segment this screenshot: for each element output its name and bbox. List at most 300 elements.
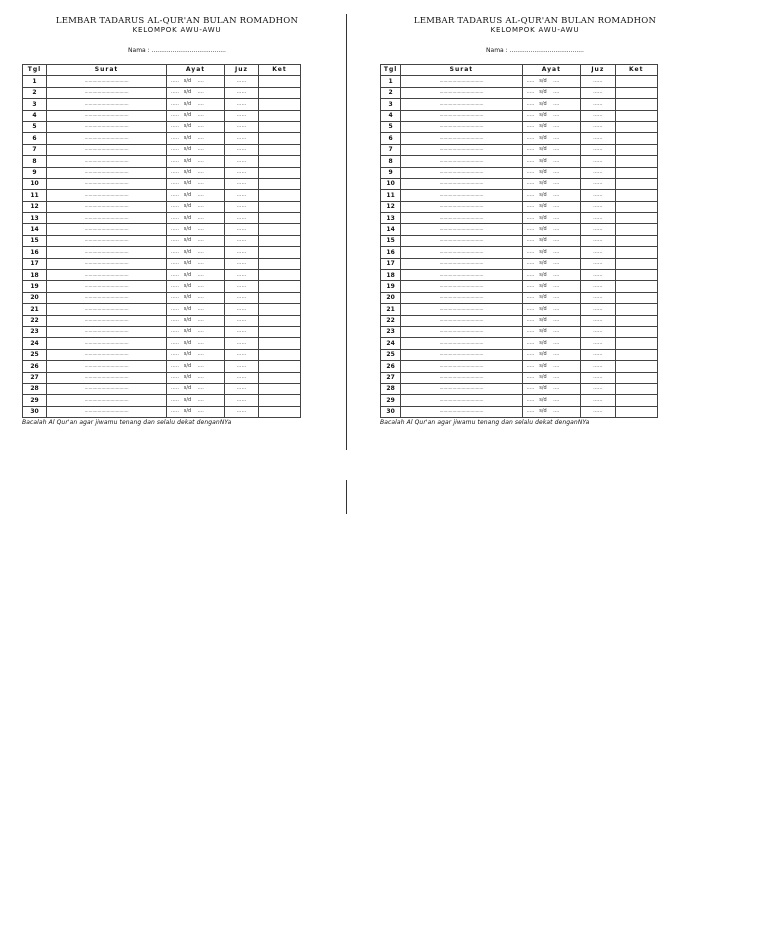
ket-cell[interactable] bbox=[615, 201, 657, 212]
tgl-cell: 29 bbox=[23, 395, 47, 406]
surat-cell[interactable]: .................................. bbox=[47, 338, 167, 349]
juz-cell[interactable]: ...... bbox=[581, 406, 615, 417]
table-row bbox=[23, 281, 301, 292]
tgl-cell: 27 bbox=[381, 372, 401, 383]
ket-cell[interactable] bbox=[259, 247, 301, 258]
tgl-cell: 7 bbox=[381, 144, 401, 155]
surat-cell[interactable]: .................................. bbox=[401, 144, 522, 155]
ayat-cell[interactable]: ..... s/d .... bbox=[167, 383, 225, 394]
juz-cell[interactable]: ...... bbox=[581, 178, 615, 189]
ket-cell[interactable] bbox=[615, 372, 657, 383]
ket-cell[interactable] bbox=[615, 338, 657, 349]
tgl-cell: 30 bbox=[23, 406, 47, 417]
ket-cell[interactable] bbox=[615, 292, 657, 303]
juz-cell[interactable]: ...... bbox=[581, 281, 615, 292]
surat-cell[interactable]: .................................. bbox=[401, 190, 522, 201]
ayat-cell[interactable]: ..... s/d .... bbox=[167, 270, 225, 281]
ayat-cell[interactable]: ..... s/d .... bbox=[167, 406, 225, 417]
ket-cell[interactable] bbox=[615, 258, 657, 269]
ayat-cell[interactable]: ..... s/d .... bbox=[522, 315, 581, 326]
surat-cell[interactable]: .................................. bbox=[401, 281, 522, 292]
juz-cell[interactable]: ...... bbox=[225, 270, 259, 281]
name-field[interactable]: Nama : ....................................... bbox=[128, 47, 226, 54]
ket-cell[interactable] bbox=[259, 213, 301, 224]
table-row bbox=[381, 338, 658, 349]
surat-cell[interactable]: .................................. bbox=[401, 372, 522, 383]
surat-cell[interactable]: .................................. bbox=[401, 121, 522, 132]
tgl-cell: 15 bbox=[23, 235, 47, 246]
surat-cell[interactable]: .................................. bbox=[47, 395, 167, 406]
ket-cell[interactable] bbox=[259, 304, 301, 315]
ket-cell[interactable] bbox=[259, 110, 301, 121]
ket-cell[interactable] bbox=[259, 383, 301, 394]
juz-cell[interactable]: ...... bbox=[581, 326, 615, 337]
table-row bbox=[381, 270, 658, 281]
ket-cell[interactable] bbox=[259, 224, 301, 235]
juz-cell[interactable]: ...... bbox=[225, 349, 259, 360]
surat-cell[interactable]: .................................. bbox=[401, 383, 522, 394]
column-header-juz: Juz bbox=[581, 65, 615, 76]
ayat-cell[interactable]: ..... s/d .... bbox=[522, 281, 581, 292]
table-row bbox=[23, 190, 301, 201]
surat-cell[interactable]: .................................. bbox=[47, 190, 167, 201]
juz-cell[interactable]: ...... bbox=[581, 213, 615, 224]
surat-cell[interactable]: .................................. bbox=[401, 406, 522, 417]
surat-cell[interactable]: .................................. bbox=[47, 144, 167, 155]
table-row bbox=[381, 349, 658, 360]
table-row bbox=[381, 133, 658, 144]
surat-cell[interactable]: .................................. bbox=[401, 178, 522, 189]
surat-cell[interactable]: .................................. bbox=[47, 406, 167, 417]
ket-cell[interactable] bbox=[615, 395, 657, 406]
ket-cell[interactable] bbox=[259, 395, 301, 406]
ayat-cell[interactable]: ..... s/d .... bbox=[522, 349, 581, 360]
table-row bbox=[381, 110, 658, 121]
ket-cell[interactable] bbox=[259, 178, 301, 189]
ayat-cell[interactable]: ..... s/d .... bbox=[522, 406, 581, 417]
surat-cell[interactable]: .................................. bbox=[47, 258, 167, 269]
name-field[interactable]: Nama : ....................................... bbox=[486, 47, 584, 54]
table-row bbox=[381, 121, 658, 132]
tgl-cell: 28 bbox=[23, 383, 47, 394]
ayat-cell[interactable]: ..... s/d .... bbox=[167, 167, 225, 178]
ayat-cell[interactable]: ..... s/d .... bbox=[167, 235, 225, 246]
surat-cell[interactable]: .................................. bbox=[401, 224, 522, 235]
ket-cell[interactable] bbox=[615, 383, 657, 394]
table-row bbox=[381, 224, 658, 235]
tgl-cell: 27 bbox=[23, 372, 47, 383]
juz-cell[interactable]: ...... bbox=[581, 110, 615, 121]
juz-cell[interactable]: ...... bbox=[581, 247, 615, 258]
ayat-cell[interactable]: ..... s/d .... bbox=[522, 326, 581, 337]
ket-cell[interactable] bbox=[615, 361, 657, 372]
surat-cell[interactable]: .................................. bbox=[401, 87, 522, 98]
juz-cell[interactable]: ...... bbox=[581, 133, 615, 144]
tgl-cell: 20 bbox=[23, 292, 47, 303]
ayat-cell[interactable]: ..... s/d .... bbox=[522, 144, 581, 155]
table-row bbox=[381, 326, 658, 337]
ket-cell[interactable] bbox=[259, 349, 301, 360]
ayat-cell[interactable]: ..... s/d .... bbox=[167, 372, 225, 383]
tgl-cell: 12 bbox=[381, 201, 401, 212]
ket-cell[interactable] bbox=[259, 133, 301, 144]
tgl-cell: 26 bbox=[381, 361, 401, 372]
surat-cell[interactable]: .................................. bbox=[401, 235, 522, 246]
ayat-cell[interactable]: ..... s/d .... bbox=[167, 315, 225, 326]
ket-cell[interactable] bbox=[259, 235, 301, 246]
table-row bbox=[381, 281, 658, 292]
juz-cell[interactable]: ...... bbox=[225, 292, 259, 303]
ayat-cell[interactable]: ..... s/d .... bbox=[167, 76, 225, 87]
juz-cell[interactable]: ...... bbox=[225, 247, 259, 258]
surat-cell[interactable]: .................................. bbox=[47, 167, 167, 178]
juz-cell[interactable]: ...... bbox=[581, 99, 615, 110]
tgl-cell: 16 bbox=[381, 247, 401, 258]
juz-cell[interactable]: ...... bbox=[225, 201, 259, 212]
ket-cell[interactable] bbox=[615, 349, 657, 360]
juz-cell[interactable]: ...... bbox=[581, 201, 615, 212]
juz-cell[interactable]: ...... bbox=[581, 361, 615, 372]
table-header-row bbox=[381, 65, 658, 76]
ayat-cell[interactable]: ..... s/d .... bbox=[522, 338, 581, 349]
ket-cell[interactable] bbox=[259, 190, 301, 201]
juz-cell[interactable]: ...... bbox=[225, 315, 259, 326]
surat-cell[interactable]: .................................. bbox=[401, 258, 522, 269]
ayat-cell[interactable]: ..... s/d .... bbox=[167, 110, 225, 121]
surat-cell[interactable]: .................................. bbox=[401, 156, 522, 167]
juz-cell[interactable]: ...... bbox=[225, 99, 259, 110]
column-header-tgl: Tgl bbox=[381, 65, 401, 76]
table-row bbox=[23, 338, 301, 349]
ket-cell[interactable] bbox=[615, 121, 657, 132]
ket-cell[interactable] bbox=[615, 247, 657, 258]
juz-cell[interactable]: ...... bbox=[225, 372, 259, 383]
juz-cell[interactable]: ...... bbox=[581, 292, 615, 303]
surat-cell[interactable]: .................................. bbox=[47, 326, 167, 337]
surat-cell[interactable]: .................................. bbox=[401, 213, 522, 224]
juz-cell[interactable]: ...... bbox=[581, 235, 615, 246]
surat-cell[interactable]: .................................. bbox=[47, 235, 167, 246]
ayat-cell[interactable]: ..... s/d .... bbox=[522, 213, 581, 224]
ayat-cell[interactable]: ..... s/d .... bbox=[167, 361, 225, 372]
surat-cell[interactable]: .................................. bbox=[47, 372, 167, 383]
juz-cell[interactable]: ...... bbox=[581, 167, 615, 178]
ayat-cell[interactable]: ..... s/d .... bbox=[167, 224, 225, 235]
ayat-cell[interactable]: ..... s/d .... bbox=[522, 258, 581, 269]
ket-cell[interactable] bbox=[259, 372, 301, 383]
ayat-cell[interactable]: ..... s/d .... bbox=[522, 178, 581, 189]
ayat-cell[interactable]: ..... s/d .... bbox=[167, 144, 225, 155]
table-row bbox=[381, 99, 658, 110]
ket-cell[interactable] bbox=[259, 326, 301, 337]
table-row bbox=[381, 87, 658, 98]
ayat-cell[interactable]: ..... s/d .... bbox=[167, 292, 225, 303]
tgl-cell: 18 bbox=[23, 270, 47, 281]
table-row bbox=[23, 156, 301, 167]
ayat-cell[interactable]: ..... s/d .... bbox=[167, 156, 225, 167]
tgl-cell: 20 bbox=[381, 292, 401, 303]
ket-cell[interactable] bbox=[615, 315, 657, 326]
surat-cell[interactable]: .................................. bbox=[47, 361, 167, 372]
ayat-cell[interactable]: ..... s/d .... bbox=[167, 326, 225, 337]
juz-cell[interactable]: ...... bbox=[581, 87, 615, 98]
ket-cell[interactable] bbox=[615, 235, 657, 246]
tgl-cell: 4 bbox=[23, 110, 47, 121]
tgl-cell: 5 bbox=[381, 121, 401, 132]
ket-cell[interactable] bbox=[615, 281, 657, 292]
surat-cell[interactable]: .................................. bbox=[47, 349, 167, 360]
surat-cell[interactable]: .................................. bbox=[47, 121, 167, 132]
juz-cell[interactable]: ...... bbox=[225, 406, 259, 417]
juz-cell[interactable]: ...... bbox=[225, 304, 259, 315]
tgl-cell: 8 bbox=[23, 156, 47, 167]
ket-cell[interactable] bbox=[259, 281, 301, 292]
table-row bbox=[381, 372, 658, 383]
ayat-cell[interactable]: ..... s/d .... bbox=[522, 121, 581, 132]
ayat-cell[interactable]: ..... s/d .... bbox=[167, 349, 225, 360]
juz-cell[interactable]: ...... bbox=[225, 224, 259, 235]
ayat-cell[interactable]: ..... s/d .... bbox=[522, 76, 581, 87]
ket-cell[interactable] bbox=[259, 144, 301, 155]
juz-cell[interactable]: ...... bbox=[581, 304, 615, 315]
surat-cell[interactable]: .................................. bbox=[47, 178, 167, 189]
juz-cell[interactable]: ...... bbox=[581, 156, 615, 167]
surat-cell[interactable]: .................................. bbox=[47, 213, 167, 224]
juz-cell[interactable]: ...... bbox=[225, 213, 259, 224]
ket-cell[interactable] bbox=[615, 213, 657, 224]
table-row bbox=[23, 213, 301, 224]
surat-cell[interactable]: .................................. bbox=[401, 292, 522, 303]
juz-cell[interactable]: ...... bbox=[225, 121, 259, 132]
ket-cell[interactable] bbox=[615, 76, 657, 87]
surat-cell[interactable]: .................................. bbox=[401, 99, 522, 110]
ket-cell[interactable] bbox=[259, 258, 301, 269]
table-row bbox=[23, 395, 301, 406]
ayat-cell[interactable]: ..... s/d .... bbox=[167, 201, 225, 212]
juz-cell[interactable]: ...... bbox=[225, 281, 259, 292]
juz-cell[interactable]: ...... bbox=[225, 395, 259, 406]
ket-cell[interactable] bbox=[259, 167, 301, 178]
juz-cell[interactable]: ...... bbox=[581, 121, 615, 132]
ket-cell[interactable] bbox=[615, 224, 657, 235]
ket-cell[interactable] bbox=[259, 121, 301, 132]
table-row bbox=[381, 258, 658, 269]
surat-cell[interactable]: .................................. bbox=[47, 281, 167, 292]
juz-cell[interactable]: ...... bbox=[581, 349, 615, 360]
juz-cell[interactable]: ...... bbox=[225, 87, 259, 98]
ayat-cell[interactable]: ..... s/d .... bbox=[167, 190, 225, 201]
tgl-cell: 6 bbox=[23, 133, 47, 144]
ayat-cell[interactable]: ..... s/d .... bbox=[167, 281, 225, 292]
surat-cell[interactable]: .................................. bbox=[47, 315, 167, 326]
tgl-cell: 9 bbox=[23, 167, 47, 178]
ayat-cell[interactable]: ..... s/d .... bbox=[167, 87, 225, 98]
ket-cell[interactable] bbox=[615, 167, 657, 178]
table-row bbox=[381, 292, 658, 303]
ayat-cell[interactable]: ..... s/d .... bbox=[167, 304, 225, 315]
ayat-cell[interactable]: ..... s/d .... bbox=[522, 133, 581, 144]
table-row bbox=[23, 292, 301, 303]
table-row bbox=[381, 304, 658, 315]
surat-cell[interactable]: .................................. bbox=[47, 304, 167, 315]
ayat-cell[interactable]: ..... s/d .... bbox=[167, 213, 225, 224]
surat-cell[interactable]: .................................. bbox=[47, 383, 167, 394]
tadarus-sheet-right bbox=[380, 0, 690, 426]
juz-cell[interactable]: ...... bbox=[581, 395, 615, 406]
ayat-cell[interactable]: ..... s/d .... bbox=[522, 201, 581, 212]
ayat-cell[interactable]: ..... s/d .... bbox=[522, 372, 581, 383]
ayat-cell[interactable]: ..... s/d .... bbox=[522, 235, 581, 246]
juz-cell[interactable]: ...... bbox=[225, 156, 259, 167]
juz-cell[interactable]: ...... bbox=[225, 338, 259, 349]
ket-cell[interactable] bbox=[259, 292, 301, 303]
juz-cell[interactable]: ...... bbox=[581, 144, 615, 155]
table-row bbox=[23, 372, 301, 383]
ket-cell[interactable] bbox=[259, 361, 301, 372]
juz-cell[interactable]: ...... bbox=[581, 383, 615, 394]
ayat-cell[interactable]: ..... s/d .... bbox=[522, 270, 581, 281]
surat-cell[interactable]: .................................. bbox=[401, 270, 522, 281]
surat-cell[interactable]: .................................. bbox=[47, 87, 167, 98]
ayat-cell[interactable]: ..... s/d .... bbox=[167, 247, 225, 258]
surat-cell[interactable]: .................................. bbox=[47, 201, 167, 212]
surat-cell[interactable]: .................................. bbox=[47, 76, 167, 87]
juz-cell[interactable]: ...... bbox=[225, 258, 259, 269]
ayat-cell[interactable]: ..... s/d .... bbox=[522, 304, 581, 315]
table-row bbox=[23, 326, 301, 337]
table-row bbox=[381, 383, 658, 394]
ket-cell[interactable] bbox=[615, 87, 657, 98]
juz-cell[interactable]: ...... bbox=[225, 167, 259, 178]
surat-cell[interactable]: .................................. bbox=[401, 315, 522, 326]
ayat-cell[interactable]: ..... s/d .... bbox=[522, 247, 581, 258]
juz-cell[interactable]: ...... bbox=[581, 258, 615, 269]
surat-cell[interactable]: .................................. bbox=[401, 304, 522, 315]
tgl-cell: 17 bbox=[23, 258, 47, 269]
tgl-cell: 14 bbox=[381, 224, 401, 235]
ket-cell[interactable] bbox=[615, 156, 657, 167]
surat-cell[interactable]: .................................. bbox=[401, 395, 522, 406]
tgl-cell: 5 bbox=[23, 121, 47, 132]
table-row bbox=[381, 213, 658, 224]
surat-cell[interactable]: .................................. bbox=[401, 338, 522, 349]
surat-cell[interactable]: .................................. bbox=[401, 349, 522, 360]
ayat-cell[interactable]: ..... s/d .... bbox=[167, 121, 225, 132]
tadarus-table bbox=[22, 64, 301, 418]
juz-cell[interactable]: ...... bbox=[225, 144, 259, 155]
ayat-cell[interactable]: ..... s/d .... bbox=[522, 224, 581, 235]
ket-cell[interactable] bbox=[615, 144, 657, 155]
ayat-cell[interactable]: ..... s/d .... bbox=[167, 99, 225, 110]
juz-cell[interactable]: ...... bbox=[225, 326, 259, 337]
ket-cell[interactable] bbox=[615, 406, 657, 417]
ket-cell[interactable] bbox=[615, 110, 657, 121]
juz-cell[interactable]: ...... bbox=[225, 383, 259, 394]
ket-cell[interactable] bbox=[259, 99, 301, 110]
juz-cell[interactable]: ...... bbox=[225, 178, 259, 189]
surat-cell[interactable]: .................................. bbox=[47, 156, 167, 167]
juz-cell[interactable]: ...... bbox=[581, 315, 615, 326]
surat-cell[interactable]: .................................. bbox=[401, 361, 522, 372]
surat-cell[interactable]: .................................. bbox=[401, 76, 522, 87]
juz-cell[interactable]: ...... bbox=[225, 76, 259, 87]
ayat-cell[interactable]: ..... s/d .... bbox=[522, 167, 581, 178]
ayat-cell[interactable]: ..... s/d .... bbox=[522, 395, 581, 406]
ket-cell[interactable] bbox=[615, 326, 657, 337]
ket-cell[interactable] bbox=[259, 315, 301, 326]
surat-cell[interactable]: .................................. bbox=[401, 167, 522, 178]
ket-cell[interactable] bbox=[615, 190, 657, 201]
ket-cell[interactable] bbox=[259, 76, 301, 87]
juz-cell[interactable]: ...... bbox=[225, 110, 259, 121]
ket-cell[interactable] bbox=[615, 133, 657, 144]
ayat-cell[interactable]: ..... s/d .... bbox=[522, 190, 581, 201]
surat-cell[interactable]: .................................. bbox=[401, 326, 522, 337]
ket-cell[interactable] bbox=[615, 270, 657, 281]
ayat-cell[interactable]: ..... s/d .... bbox=[167, 338, 225, 349]
ayat-cell[interactable]: ..... s/d .... bbox=[522, 383, 581, 394]
column-header-juz: Juz bbox=[225, 65, 259, 76]
ayat-cell[interactable]: ..... s/d .... bbox=[522, 87, 581, 98]
ayat-cell[interactable]: ..... s/d .... bbox=[522, 292, 581, 303]
juz-cell[interactable]: ...... bbox=[225, 235, 259, 246]
juz-cell[interactable]: ...... bbox=[581, 372, 615, 383]
ayat-cell[interactable]: ..... s/d .... bbox=[167, 395, 225, 406]
sheet-subtitle: KELOMPOK AWU-AWU bbox=[132, 26, 222, 34]
surat-cell[interactable]: .................................. bbox=[401, 247, 522, 258]
ket-cell[interactable] bbox=[615, 99, 657, 110]
surat-cell[interactable]: .................................. bbox=[47, 99, 167, 110]
juz-cell[interactable]: ...... bbox=[581, 190, 615, 201]
juz-cell[interactable]: ...... bbox=[581, 224, 615, 235]
ket-cell[interactable] bbox=[259, 201, 301, 212]
table-body bbox=[23, 76, 301, 418]
ket-cell[interactable] bbox=[615, 304, 657, 315]
ket-cell[interactable] bbox=[259, 406, 301, 417]
juz-cell[interactable]: ...... bbox=[581, 270, 615, 281]
juz-cell[interactable]: ...... bbox=[581, 76, 615, 87]
juz-cell[interactable]: ...... bbox=[225, 133, 259, 144]
ket-cell[interactable] bbox=[259, 156, 301, 167]
ket-cell[interactable] bbox=[615, 178, 657, 189]
tgl-cell: 21 bbox=[23, 304, 47, 315]
ayat-cell[interactable]: ..... s/d .... bbox=[522, 110, 581, 121]
surat-cell[interactable]: .................................. bbox=[47, 247, 167, 258]
juz-cell[interactable]: ...... bbox=[225, 361, 259, 372]
juz-cell[interactable]: ...... bbox=[581, 338, 615, 349]
ket-cell[interactable] bbox=[259, 338, 301, 349]
surat-cell[interactable]: .................................. bbox=[401, 133, 522, 144]
ayat-cell[interactable]: ..... s/d .... bbox=[522, 156, 581, 167]
table-row bbox=[381, 144, 658, 155]
ayat-cell[interactable]: ..... s/d .... bbox=[522, 99, 581, 110]
ayat-cell[interactable]: ..... s/d .... bbox=[167, 133, 225, 144]
surat-cell[interactable]: .................................. bbox=[47, 133, 167, 144]
surat-cell[interactable]: .................................. bbox=[47, 270, 167, 281]
surat-cell[interactable]: .................................. bbox=[401, 110, 522, 121]
surat-cell[interactable]: .................................. bbox=[47, 224, 167, 235]
ayat-cell[interactable]: ..... s/d .... bbox=[167, 178, 225, 189]
surat-cell[interactable]: .................................. bbox=[47, 110, 167, 121]
ket-cell[interactable] bbox=[259, 270, 301, 281]
tgl-cell: 23 bbox=[23, 326, 47, 337]
juz-cell[interactable]: ...... bbox=[225, 190, 259, 201]
surat-cell[interactable]: .................................. bbox=[401, 201, 522, 212]
ket-cell[interactable] bbox=[259, 87, 301, 98]
ayat-cell[interactable]: ..... s/d .... bbox=[167, 258, 225, 269]
ayat-cell[interactable]: ..... s/d .... bbox=[522, 361, 581, 372]
surat-cell[interactable]: .................................. bbox=[47, 292, 167, 303]
